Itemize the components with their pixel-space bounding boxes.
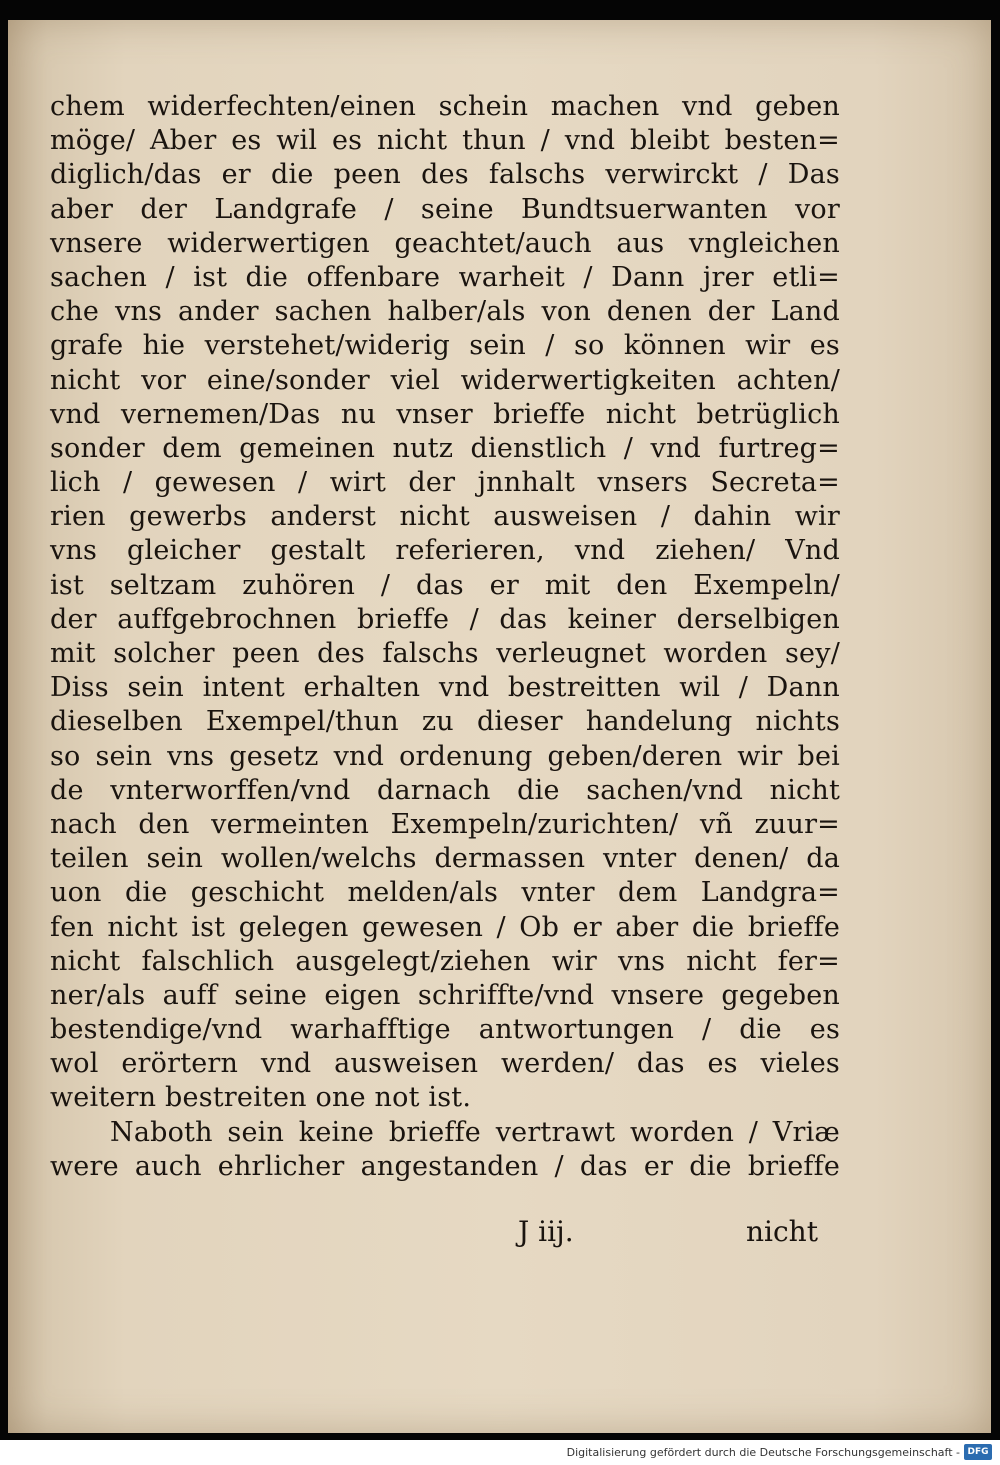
text-line: aber der Landgrafe / seine Bundtsuerwanten vor [50,193,840,225]
funding-credit: Digitalisierung gefördert durch die Deutsche Forschungsgemeinschaft - [566,1446,960,1459]
text-line: chem widerfechten/einen schein machen vnd geben [50,91,840,122]
text-line: mit solcher peen des falschs verleugnet worden sey/ [50,638,840,669]
text-line: dieselben Exempel/thun zu dieser handelung nichts [50,706,840,738]
text-line: so sein vns gesetz vnd ordenung geben/deren wir bei [50,740,840,772]
text-line: Diss sein intent erhalten vnd bestreitten wil / Dann [50,672,840,704]
signature-mark: J iij. [518,1215,574,1248]
page-footer-line [518,1215,818,1248]
book-page [8,20,991,1433]
text-line: fen nicht ist gelegen gewesen / Ob er aber die brieffe [50,911,840,943]
text-line: sachen / ist die offenbare warheit / Dann jrer etli= [50,261,840,293]
body-text [50,90,840,1184]
digitization-credit-bar [0,1440,1000,1465]
catchword: nicht [746,1215,818,1248]
text-line: uon die geschicht melden/als vnter dem Landgra= [50,877,840,909]
text-line: che vns ander sachen halber/als von denen der Land [50,296,840,328]
text-line: de vnterworffen/vnd darnach die sachen/vnd nicht [50,774,840,806]
text-line: ner/als auff seine eigen schriffte/vnd vnsere gegeben [50,979,840,1011]
text-line: vnsere widerwertigen geachtet/auch aus vngleichen [50,227,840,259]
text-line: diglich/das er die peen des falschs verwirckt / Das [50,159,840,191]
text-line: rien gewerbs anderst nicht ausweisen / dahin wir [50,501,840,533]
paragraph-2-first-line: Naboth sein keine brieffe vertrawt worden / Vriæ [110,1116,840,1148]
text-line: ist seltzam zuhören / das er mit den Exempeln/ [50,569,840,601]
text-line: der auffgebrochnen brieffe / das keiner derselbigen [50,603,840,635]
text-line-paragraph-end: weitern bestreiten one not ist. [50,1082,472,1114]
text-line: möge/ Aber es wil es nicht thun / vnd bleibt besten= [50,125,840,157]
text-line: vnd vernemen/Das nu vnser brieffe nicht betrüglich [50,398,840,430]
text-line: bestendige/vnd warhafftige antwortungen / die es [50,1014,840,1046]
dfg-logo-icon: DFG [964,1444,992,1460]
text-line: teilen sein wollen/welchs dermassen vnter denen/ da [50,843,840,875]
text-line: wol erörtern vnd ausweisen werden/ das es vieles [50,1048,840,1080]
text-line: sonder dem gemeinen nutz dienstlich / vnd furtreg= [50,432,840,464]
text-line: nicht falschlich ausgelegt/ziehen wir vns nicht fer= [50,945,840,977]
text-line: were auch ehrlicher angestanden / das er die brieffe [50,1150,840,1182]
text-line: nach den vermeinten Exempeln/zurichten/ vñ zuur= [50,808,840,840]
text-line: vns gleicher gestalt referieren, vnd ziehen/ Vnd [50,535,840,567]
text-line: nicht vor eine/sonder viel widerwertigkeiten achten/ [50,364,840,396]
text-line: grafe hie verstehet/widerig sein / so können wir es [50,330,840,362]
text-line: lich / gewesen / wirt der jnnhalt vnsers Secreta= [50,467,840,499]
